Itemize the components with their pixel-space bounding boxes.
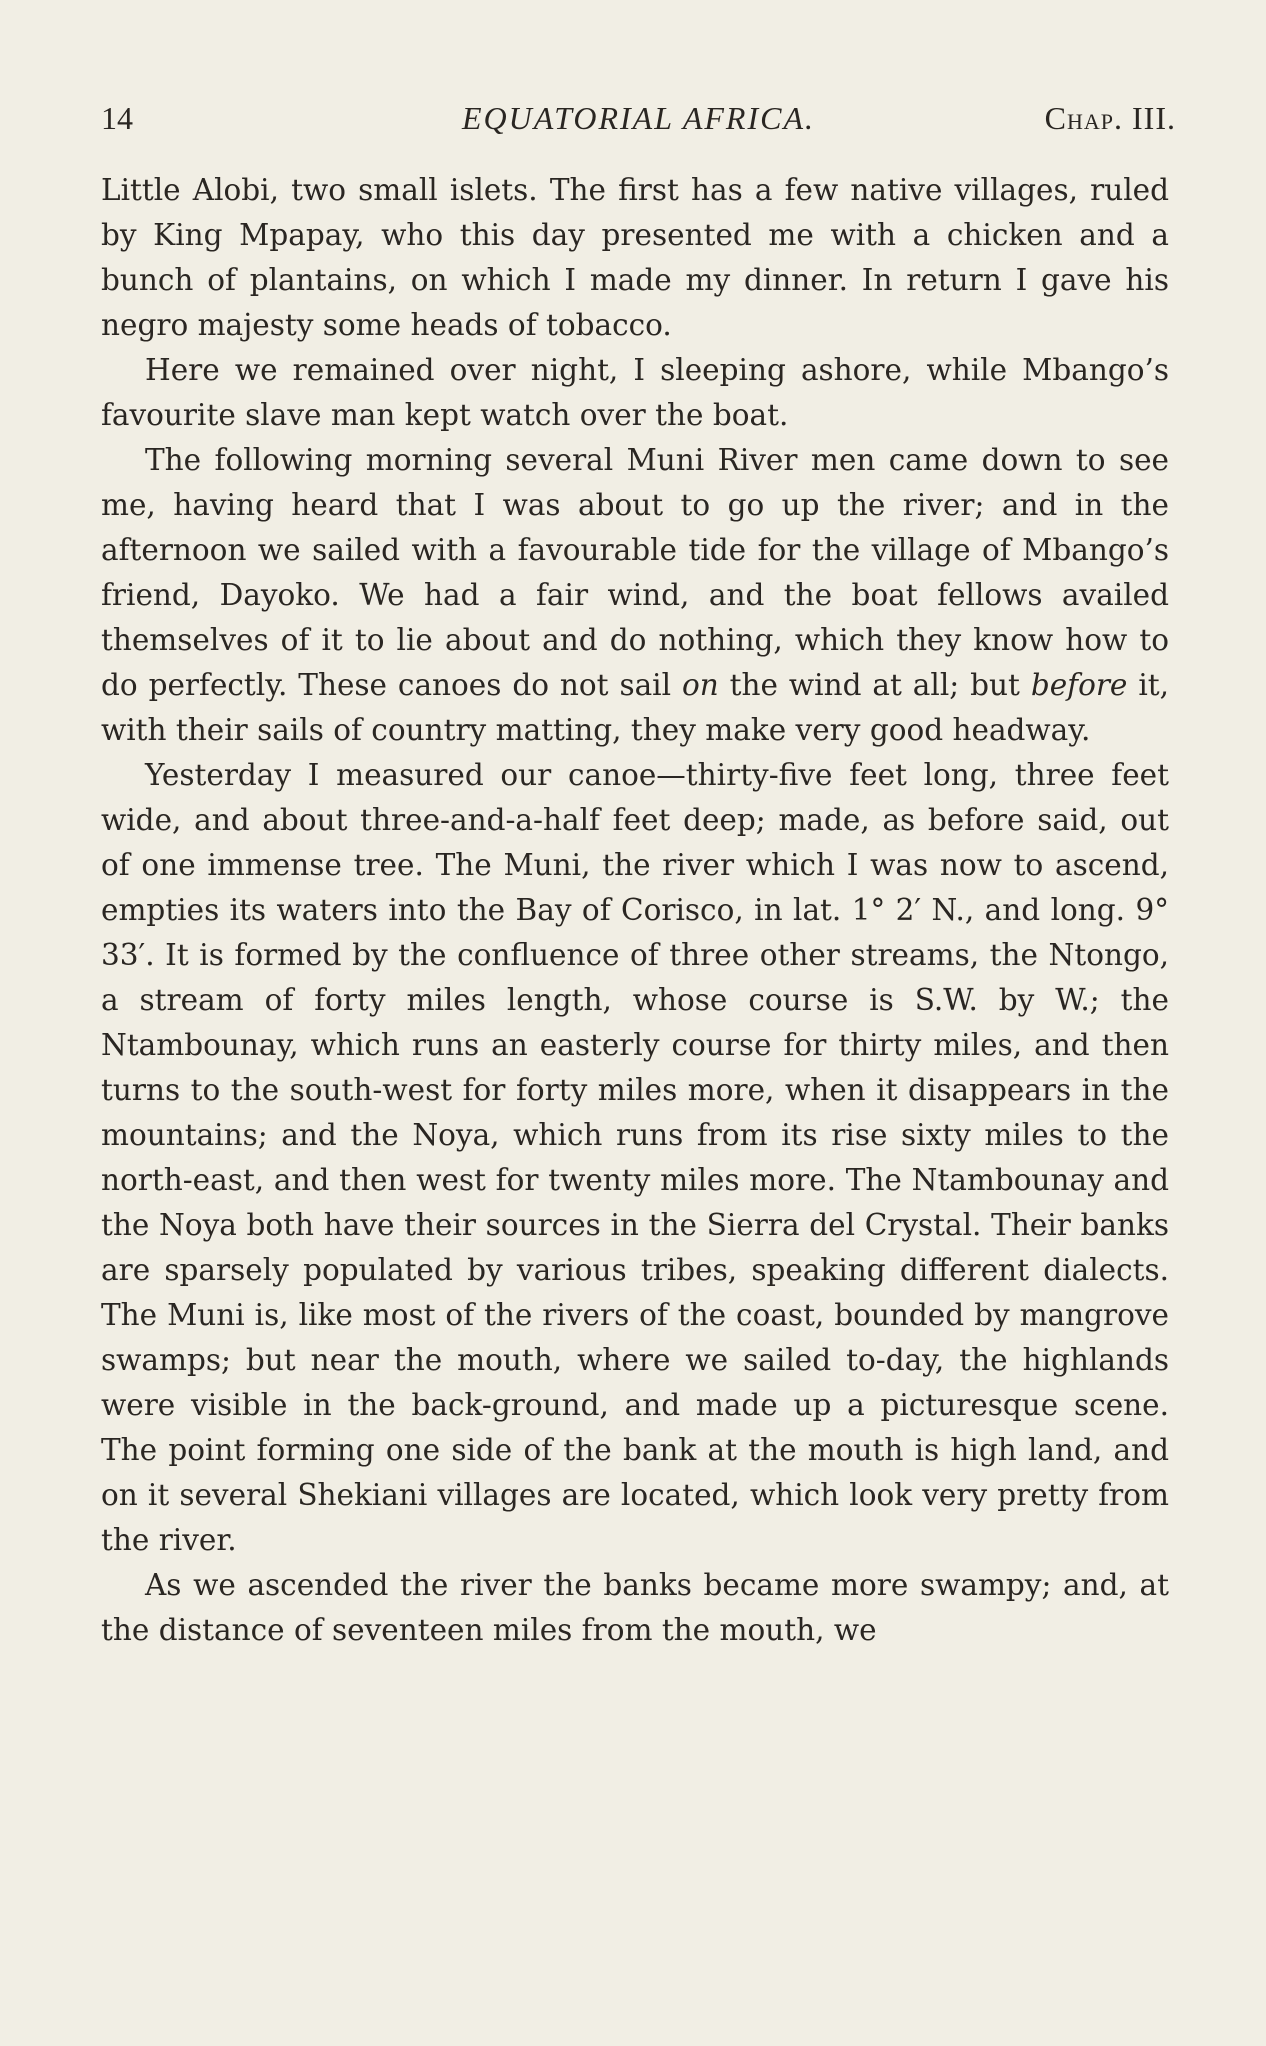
paragraph-text-segment: the wind at all; but [718,668,1031,702]
page-number: 14 [101,100,133,136]
italic-emphasis: before [1030,668,1128,702]
running-title: EQUATORIAL AFRICA. [461,100,816,136]
paragraph-text-segment: The following morning several Muni River men came down to see me, having heard that I was about to go up the river; and in the afternoon we sailed with a favourable tide for the village of Mbango’s friend, Dayoko. We had a fair wind, and the boat fellows availed themselves of it to lie about and do nothing, which they know how to do perfectly. These canoes do not sail [101,443,1169,702]
paragraph-ascending-river: As we ascended the river the banks became more swampy; and, at the distance of seventeen miles from the mouth, we [101,1568,1169,1647]
chapter-label: Chap. III. [1044,100,1176,136]
italic-emphasis: on [681,668,719,702]
paragraph-night-ashore: Here we remained over night, I sleeping ashore, while Mbango’s favourite slave man kept watch over the boat. [101,353,1169,432]
paragraph-canoe-measurement: Yesterday I measured our canoe—thirty-five feet long, three feet wide, and about three-and-a-half feet deep; made, as before said, out of one immense tree. The Muni, the river which I was now to ascend, empties its waters into the Bay of Corisco, in lat. 1° 2′ N., and long. 9° 33′. It is formed by the confluence of three other streams, the Ntongo, a stream of forty miles length, whose course is S.W. by W.; the Ntambounay, which runs an easterly course for thirty miles, and then turns to the south-west for forty miles more, when it disappears in the mountains; and the Noya, which runs from its rise sixty miles to the north-east, and then west for twenty miles more. The Ntambounay and the Noya both have their sources in the Sierra del Crystal. Their banks are sparsely populated by various tribes, speaking different dialects. The Muni is, like most of the rivers of the coast, bounded by mangrove swamps; but near the mouth, where we sailed to-day, the highlands were visible in the back-ground, and made up a picturesque scene. The point forming one side of the bank at the mouth is high land, and on it several Shekiani villages are located, which look very pretty from the river. [101,758,1169,1557]
body-text [101,168,1169,1653]
paragraph-continued: Little Alobi, two small islets. The first has a few native villages, ruled by King Mpapay, who this day presented me with a chicken and a bunch of plantains, on which I made my dinner. In return I gave his negro majesty some heads of tobacco. [101,173,1169,342]
paragraph-following-morning [101,438,1169,753]
running-header [101,96,1176,140]
paragraph-text-segment: it, with their sails of country matting, they make very good headway. [101,668,1170,747]
